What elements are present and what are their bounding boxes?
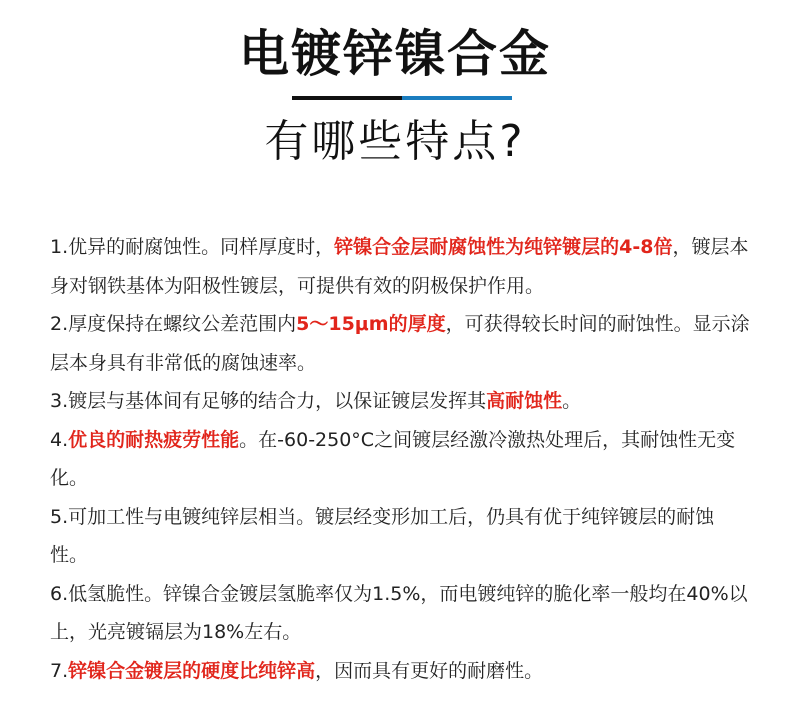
page-title: 电镀锌镍合金 bbox=[239, 25, 551, 83]
divider-dark-segment bbox=[292, 96, 402, 100]
feature-2-text-b: ，可获得较长时间的耐蚀性。显示涂层本身具有非常低的腐蚀速率。 bbox=[50, 313, 750, 374]
feature-item-4 bbox=[50, 421, 750, 498]
feature-6-text: 6.低氢脆性。锌镍合金镀层氢脆率仅为1.5%，而电镀纯锌的脆化率一般均在40%以上，光亮镀镉层为18%左右。 bbox=[50, 582, 748, 643]
feature-3-highlight: 高耐蚀性 bbox=[486, 390, 563, 412]
feature-item-5 bbox=[50, 498, 750, 575]
feature-1-highlight: 锌镍合金层耐腐蚀性为纯锌镀层的4-8倍 bbox=[334, 236, 673, 258]
feature-2-text-a: 2.厚度保持在螺纹公差范围内 bbox=[50, 313, 297, 335]
feature-7-highlight: 锌镍合金镀层的硬度比纯锌高 bbox=[68, 659, 316, 682]
feature-item-7 bbox=[50, 652, 750, 691]
feature-list bbox=[50, 228, 750, 690]
feature-4-text-a: 4. bbox=[50, 428, 69, 451]
divider-blue-segment bbox=[402, 96, 512, 100]
feature-2-highlight: 5～15μm的厚度 bbox=[296, 313, 446, 335]
feature-3-text-a: 3.镀层与基体间有足够的结合力，以保证镀层发挥其 bbox=[50, 390, 487, 412]
feature-1-text-b: ，镀层本身对钢铁基体为阳极性镀层，可提供有效的阴极保护作用。 bbox=[50, 236, 749, 297]
title-divider bbox=[292, 96, 512, 100]
feature-3-text-b: 。 bbox=[562, 390, 582, 412]
feature-4-text-b: 。在-60-250°C之间镀层经激冷激热处理后，其耐蚀性无变化。 bbox=[50, 428, 736, 489]
feature-7-text-a: 7. bbox=[50, 659, 69, 682]
page-subtitle: 有哪些特点? bbox=[264, 116, 526, 167]
feature-item-2 bbox=[50, 305, 750, 382]
feature-5-text: 5.可加工性与电镀纯锌层相当。镀层经变形加工后，仍具有优于纯锌镀层的耐蚀性。 bbox=[50, 505, 715, 566]
feature-item-1 bbox=[50, 228, 750, 305]
feature-item-6 bbox=[50, 575, 750, 652]
feature-1-text-a: 1.优异的耐腐蚀性。同样厚度时， bbox=[50, 236, 335, 258]
feature-7-text-b: ，因而具有更好的耐磨性。 bbox=[315, 659, 544, 682]
feature-4-highlight: 优良的耐热疲劳性能 bbox=[68, 428, 240, 451]
feature-item-3 bbox=[50, 382, 750, 421]
